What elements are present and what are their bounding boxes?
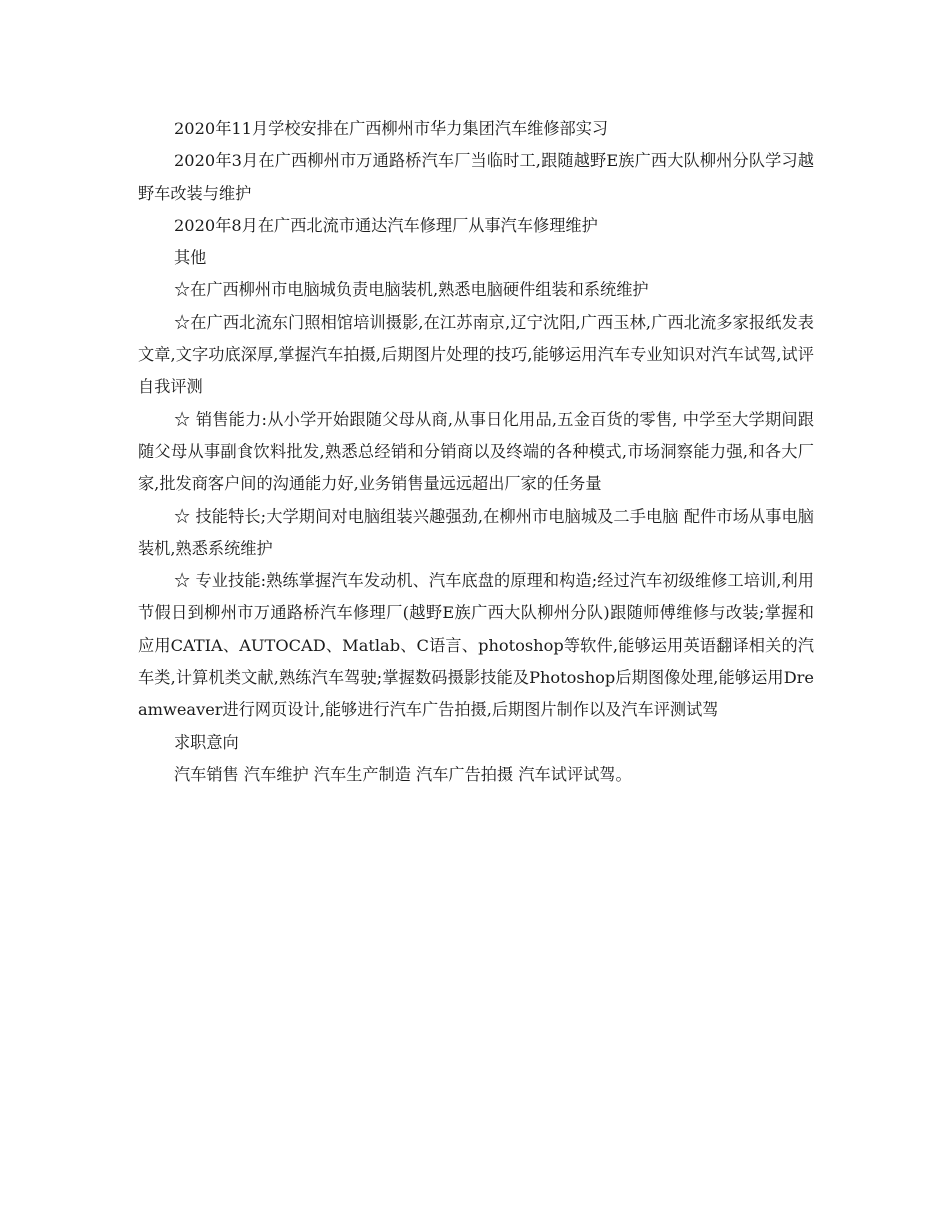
job-intention-heading: 求职意向 — [174, 732, 239, 752]
photography-paragraph: ☆在广西北流东门照相馆培训摄影,在江苏南京,辽宁沈阳,广西玉林,广西北流多家报纸发表文章,文字功底深厚,掌握汽车拍摄,后期图片处理的技巧,能够运用汽车专业知识对汽车试驾,试评自我评测 — [138, 312, 814, 397]
skill-specialty-paragraph: ☆ 技能特长;大学期间对电脑组装兴趣强劲,在柳州市电脑城及二手电脑 配件市场从事电脑装机,熟悉系统维护 — [138, 506, 814, 558]
professional-skills-paragraph: ☆ 专业技能:熟练掌握汽车发动机、汽车底盘的原理和构造;经过汽车初级维修工培训,利用节假日到柳州市万通路桥汽车修理厂(越野E族广西大队柳州分队)跟随师傅维修与改装;掌握和应用CATIA、AUTOCAD、Matlab、C语言、photoshop等软件,能够运用英语翻译相关的汽车类,计算机类文献,熟练汽车驾驶;掌握数码摄影技能及Photoshop后期图像处理,能够运用Dreamweaver进行网页设计,能够进行汽车广告拍摄,后期图片制作以及汽车评测试驾 — [138, 571, 814, 720]
temp-work-wantong-paragraph: 2020年3月在广西柳州市万通路桥汽车厂当临时工,跟随越野E族广西大队柳州分队学习越野车改装与维护 — [138, 151, 814, 203]
job-intention-list: 汽车销售 汽车维护 汽车生产制造 汽车广告拍摄 汽车试评试驾。 — [174, 764, 632, 784]
computer-assembly-paragraph: ☆在广西柳州市电脑城负责电脑装机,熟悉电脑硬件组装和系统维护 — [174, 280, 649, 300]
sales-ability-paragraph: ☆ 销售能力:从小学开始跟随父母从商,从事日化用品,五金百货的零售, 中学至大学期间跟随父母从事副食饮料批发,熟悉总经销和分销商以及终端的各种模式,市场洞察能力强,和各大厂家,批发商客户间的沟通能力好,业务销售量远远超出厂家的任务量 — [138, 409, 814, 494]
document-body — [138, 113, 814, 791]
internship-huali-paragraph: 2020年11月学校安排在广西柳州市华力集团汽车维修部实习 — [174, 119, 609, 138]
work-tongda-paragraph: 2020年8月在广西北流市通达汽车修理厂从事汽车修理维护 — [174, 215, 598, 235]
other-heading: 其他 — [174, 248, 207, 268]
